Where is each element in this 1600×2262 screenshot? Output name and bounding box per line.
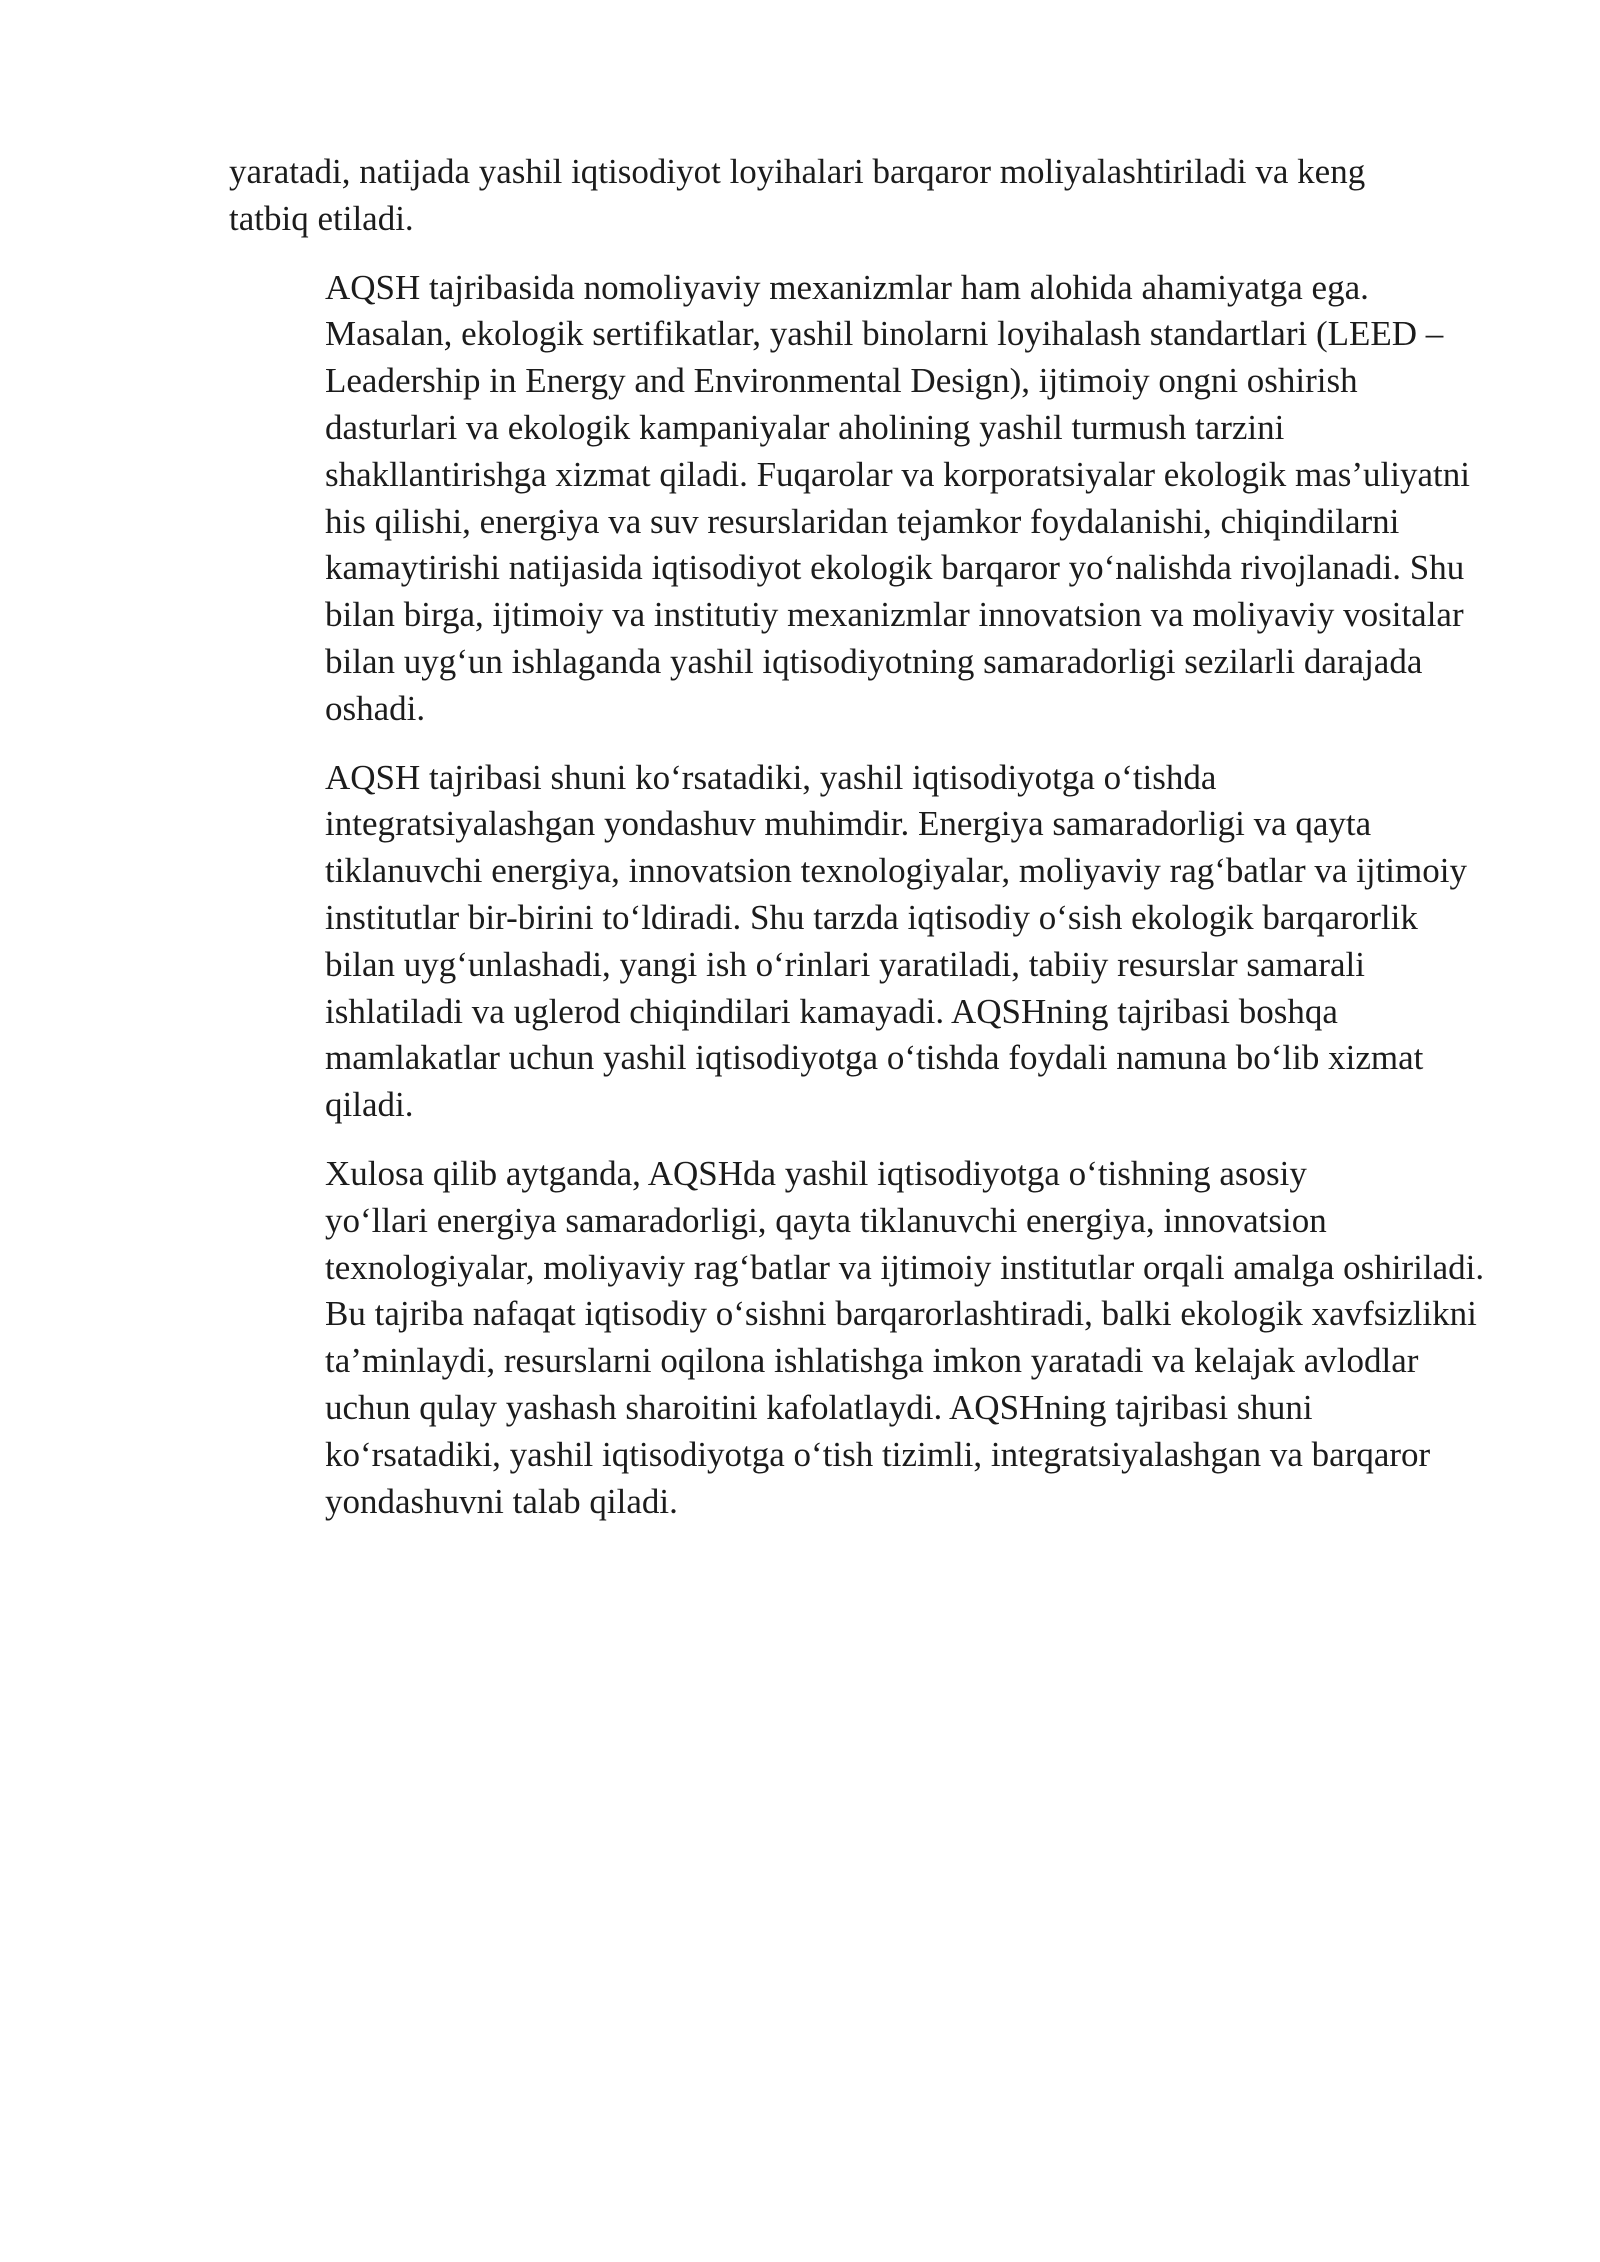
text-line: uchun qulay yashash sharoitini kafolatlaydi. AQSHning tajribasi shuni: [325, 1387, 1313, 1427]
text-line: tiklanuvchi energiya, innovatsion texnologiyalar, moliyaviy rag‘batlar va ijtimoiy: [325, 851, 1467, 891]
text-line: tatbiq etiladi.: [229, 198, 414, 238]
text-line: ta’minlaydi, resurslarni oqilona ishlatishga imkon yaratadi va kelajak avlodlar: [325, 1341, 1419, 1381]
text-line: mamlakatlar uchun yashil iqtisodiyotga o‘tishda foydali namuna bo‘lib xizmat: [325, 1038, 1424, 1078]
text-line: AQSH tajribasi shuni ko‘rsatadiki, yashil iqtisodiyotga o‘tishda: [325, 757, 1217, 797]
paragraph-1: [229, 149, 1489, 243]
text-line: dasturlari va ekologik kampaniyalar aholining yashil turmush tarzini: [325, 407, 1285, 447]
paragraph-2: [229, 265, 1489, 733]
text-line: Bu tajriba nafaqat iqtisodiy o‘sishni barqarorlashtiradi, balki ekologik xavfsizlikni: [325, 1294, 1477, 1334]
text-line: bilan uyg‘un ishlaganda yashil iqtisodiyotning samaradorligi sezilarli darajada: [325, 641, 1423, 681]
text-line: yo‘llari energiya samaradorligi, qayta tiklanuvchi energiya, innovatsion: [325, 1200, 1327, 1240]
text-line: oshadi.: [325, 688, 426, 728]
text-line: Xulosa qilib aytganda, AQSHda yashil iqtisodiyotga o‘tishning asosiy: [325, 1153, 1307, 1193]
text-line: AQSH tajribasida nomoliyaviy mexanizmlar ham alohida ahamiyatga ega.: [325, 267, 1369, 307]
text-line: kamaytirishi natijasida iqtisodiyot ekologik barqaror yo‘nalishda rivojlanadi. Shu: [325, 548, 1465, 588]
paragraph-4: [229, 1151, 1489, 1525]
text-line: ishlatiladi va uglerod chiqindilari kamayadi. AQSHning tajribasi boshqa: [325, 991, 1338, 1031]
document-body: [229, 149, 1489, 1547]
text-line: yondashuvni talab qiladi.: [325, 1481, 678, 1521]
text-line: yaratadi, natijada yashil iqtisodiyot loyihalari barqaror moliyalashtiriladi va keng: [229, 152, 1366, 191]
text-line: qiladi.: [325, 1085, 414, 1125]
text-line: integratsiyalashgan yondashuv muhimdir. Energiya samaradorligi va qayta: [325, 804, 1372, 844]
text-line: Masalan, ekologik sertifikatlar, yashil binolarni loyihalash standartlari (LEED –: [325, 314, 1444, 354]
text-line: bilan uyg‘unlashadi, yangi ish o‘rinlari yaratiladi, tabiiy resurslar samarali: [325, 944, 1365, 984]
text-line: institutlar bir-birini to‘ldiradi. Shu tarzda iqtisodiy o‘sish ekologik barqarorlik: [325, 897, 1418, 937]
text-line: bilan birga, ijtimoiy va institutiy mexanizmlar innovatsion va moliyaviy vositalar: [325, 595, 1464, 635]
text-line: his qilishi, energiya va suv resurslaridan tejamkor foydalanishi, chiqindilarni: [325, 501, 1400, 541]
text-line: texnologiyalar, moliyaviy rag‘batlar va ijtimoiy institutlar orqali amalga oshiriladi.: [325, 1247, 1485, 1287]
text-line: shakllantirishga xizmat qiladi. Fuqarolar va korporatsiyalar ekologik mas’uliyatni: [325, 454, 1470, 494]
paragraph-3: [229, 755, 1489, 1129]
text-line: ko‘rsatadiki, yashil iqtisodiyotga o‘tish tizimli, integratsiyalashgan va barqaror: [325, 1434, 1431, 1474]
text-line: Leadership in Energy and Environmental Design), ijtimoiy ongni oshirish: [325, 361, 1358, 401]
